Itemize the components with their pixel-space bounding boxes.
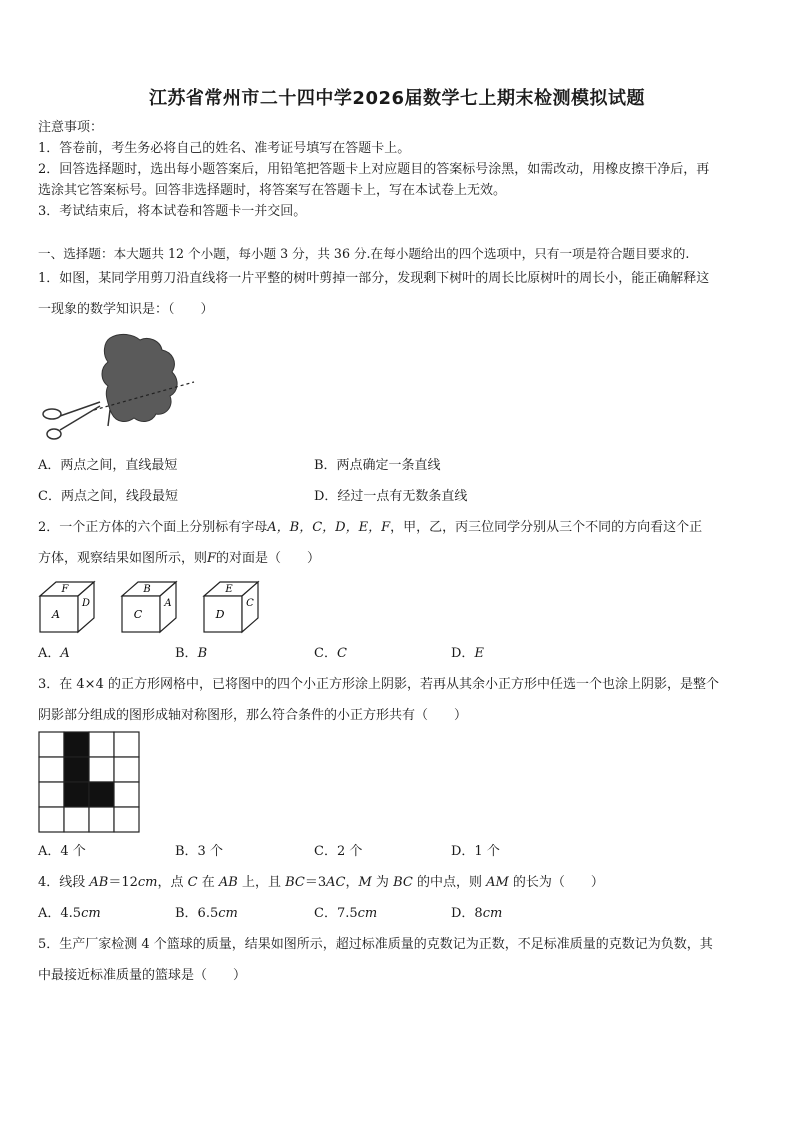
q4-seg-ab-2: AB: [218, 875, 238, 890]
q2-option-b-prefix: B．: [175, 646, 198, 661]
shaded-grid-figure: [38, 731, 140, 833]
cube2-front-label: C: [133, 608, 143, 621]
grid-cell: [64, 807, 89, 832]
grid-cell-shaded: [64, 782, 89, 807]
q4-point-m: M: [358, 875, 372, 890]
cube-figure-1: [38, 580, 98, 634]
grid-cell-shaded: [64, 732, 89, 757]
cube1-side-label: D: [81, 598, 91, 609]
q4-option-b[interactable]: [175, 905, 238, 923]
q2-option-c-prefix: C．: [314, 646, 337, 661]
q4-option-d-unit: cm: [482, 906, 503, 921]
q4-option-c-value: C．7.5: [314, 906, 358, 921]
q5-stem-line2: 中最接近标准质量的篮球是（ ）: [38, 968, 247, 983]
q3-option-b[interactable]: B．3 个: [175, 844, 223, 859]
q2-stem-line2: [38, 550, 320, 568]
q4-option-b-value: B．6.5: [175, 906, 219, 921]
q4-unit: cm: [137, 875, 158, 890]
q4-seg-bc-2: BC: [393, 875, 413, 890]
q1-stem-line2: 一现象的数学知识是：（ ）: [38, 302, 214, 317]
grid-cell: [39, 757, 64, 782]
q2-letters: A，B，C，D，E，F: [267, 520, 391, 535]
notice-item-2: 2．回答选择题时，选出每小题答案后，用铅笔把答题卡上对应题目的答案标号涂黑，如需改动，用橡皮擦干净后，再: [38, 162, 710, 177]
grid-cell: [89, 807, 114, 832]
q4-option-d[interactable]: [451, 905, 502, 923]
grid-cell: [89, 757, 114, 782]
page-title: 江苏省常州市二十四中学2026届数学七上期末检测模拟试题: [148, 88, 646, 109]
q2-option-b-value: B: [197, 646, 208, 661]
q4-seg-ac: AC: [326, 875, 346, 890]
grid-cell: [114, 807, 139, 832]
cube3-side-label: C: [246, 598, 254, 609]
q3-option-c[interactable]: C．2 个: [314, 844, 363, 859]
notice-item-1: 1．答卷前，考生务必将自己的姓名、准考证号填写在答题卡上。: [38, 141, 411, 156]
grid-cell: [114, 782, 139, 807]
q4-option-a-value: A．4.5: [38, 906, 82, 921]
q2-option-c-value: C: [336, 646, 347, 661]
q4-option-a[interactable]: [38, 905, 101, 923]
q4-t19: 的长为（ ）: [508, 875, 604, 890]
leaf-scissors-figure: [38, 330, 198, 448]
q4-t3: ＝12: [108, 875, 138, 890]
q2-face-f: F: [207, 551, 217, 566]
q1-option-a[interactable]: A．两点之间，直线最短: [38, 458, 178, 473]
cube1-front-label: A: [52, 608, 60, 621]
cube3-front-label: D: [215, 608, 225, 621]
q1-option-b[interactable]: B．两点确定一条直线: [314, 458, 441, 473]
q3-option-a[interactable]: A．4 个: [38, 844, 86, 859]
q4-option-c[interactable]: [314, 905, 377, 923]
q2-option-b[interactable]: [175, 645, 207, 663]
q4-t1: 4．线段: [38, 875, 90, 890]
q5-stem-line1: 5．生产厂家检测 4 个篮球的质量，结果如图所示，超过标准质量的克数记为正数，不足标准质量的克数记为负数，其: [38, 937, 713, 952]
q4-t7: 在: [197, 875, 219, 890]
q1-option-c[interactable]: C．两点之间，线段最短: [38, 489, 178, 504]
notice-item-3: 3．考试结束后，将本试卷和答题卡一并交回。: [38, 204, 307, 219]
q3-stem-line2: 阴影部分组成的图形成轴对称图形，那么符合条件的小正方形共有（ ）: [38, 708, 468, 723]
q4-point-c: C: [187, 875, 198, 890]
q4-t15: 为: [371, 875, 394, 890]
q4-seg-am: AM: [486, 875, 509, 890]
q4-stem: [38, 874, 604, 892]
grid-cell: [39, 782, 64, 807]
cube-figure-2: [120, 580, 180, 634]
q2-text-b: ，甲，乙，丙三位同学分别从三个不同的方向看这个正: [390, 520, 703, 535]
cube-figure-3: [202, 580, 262, 634]
grid-cell: [39, 732, 64, 757]
q2-stem-line1: [38, 519, 702, 537]
grid-cell-shaded: [64, 757, 89, 782]
q4-option-c-unit: cm: [357, 906, 378, 921]
grid-cell-shaded: [89, 782, 114, 807]
q3-stem-line1: 3．在 4×4 的正方形网格中，已将图中的四个小正方形涂上阴影，若再从其余小正方形中任选一个也涂上阴影，是整个: [38, 677, 719, 692]
q4-t5: ，点: [157, 875, 188, 890]
q2-text: 2．一个正方体的六个面上分别标有字母: [38, 520, 268, 535]
q2-option-a-value: A: [60, 646, 70, 661]
q4-option-d-value: D．8: [451, 906, 483, 921]
q1-stem-line1: 1．如图，某同学用剪刀沿直线将一片平整的树叶剪掉一部分，发现剩下树叶的周长比原树叶的周长小，能正确解释这: [38, 271, 710, 286]
q2-option-d-value: E: [474, 646, 484, 661]
q4-seg-bc: BC: [285, 875, 305, 890]
grid-cell: [114, 732, 139, 757]
q4-seg-ab: AB: [89, 875, 109, 890]
q2-option-c[interactable]: [314, 645, 347, 663]
cube2-top-label: B: [143, 584, 151, 595]
q2-option-d-prefix: D．: [451, 646, 475, 661]
q4-option-a-unit: cm: [81, 906, 101, 921]
section-heading: 一、选择题：本大题共 12 个小题，每小题 3 分，共 36 分.在每小题给出的四个选项中，只有一项是符合题目要求的.: [38, 246, 690, 261]
q2-text-d: 的对面是（ ）: [216, 551, 321, 566]
cube3-top-label: E: [225, 584, 233, 595]
q2-text-c: 方体，观察结果如图所示，则: [38, 551, 208, 566]
q4-t11: ＝3: [304, 875, 327, 890]
q2-option-d[interactable]: [451, 645, 484, 663]
q2-option-a-prefix: A．: [38, 646, 61, 661]
q4-t13: ，: [345, 875, 359, 890]
q4-t9: 上，且: [237, 875, 286, 890]
notice-item-2-cont: 选涂其它答案标号。回答非选择题时，将答案写在答题卡上，写在本试卷上无效。: [38, 183, 507, 198]
grid-cell: [114, 757, 139, 782]
cube2-side-label: A: [164, 598, 172, 609]
q4-option-b-unit: cm: [218, 906, 238, 921]
q2-option-a[interactable]: [38, 645, 70, 663]
cube1-top-label: F: [61, 584, 69, 595]
q1-option-d[interactable]: D．经过一点有无数条直线: [314, 489, 468, 504]
notice-heading: 注意事项：: [38, 120, 104, 135]
q3-option-d[interactable]: D．1 个: [451, 844, 500, 859]
grid-cell: [89, 732, 114, 757]
grid-cell: [39, 807, 64, 832]
q4-t17: 的中点，则: [412, 875, 487, 890]
